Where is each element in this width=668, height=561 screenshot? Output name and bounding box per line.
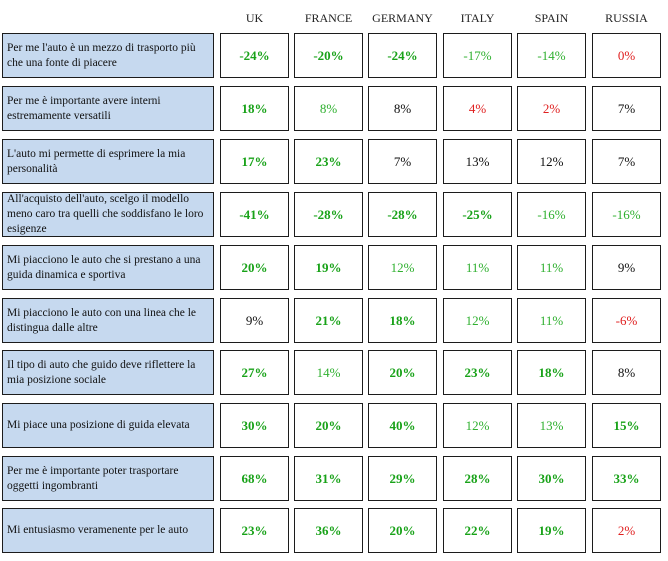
value-cell-italy: -17% — [443, 33, 512, 78]
column-header-spain: SPAIN — [534, 11, 569, 25]
row-label: Per me l'auto è un mezzo di trasporto più che una fonte di piacere — [2, 33, 214, 78]
value-cell-france: 23% — [294, 139, 363, 184]
value-cell-russia: 0% — [592, 33, 661, 78]
value-cell-uk: -41% — [220, 192, 289, 237]
value-cell-russia: 15% — [592, 403, 661, 448]
value-cell-spain: -16% — [517, 192, 586, 237]
value-cell-italy: 28% — [443, 456, 512, 501]
value-cell-germany: 20% — [368, 350, 437, 395]
value-cell-russia: 33% — [592, 456, 661, 501]
value-cell-france: 19% — [294, 245, 363, 290]
value-cell-germany: 29% — [368, 456, 437, 501]
value-cell-spain: 12% — [517, 139, 586, 184]
value-cell-russia: -16% — [592, 192, 661, 237]
value-cell-russia: 8% — [592, 350, 661, 395]
row-label: Mi entusiasmo veramenente per le auto — [2, 508, 214, 553]
row-label: Mi piace una posizione di guida elevata — [2, 403, 214, 448]
row-label: Mi piacciono le auto con una linea che le distingua dalle altre — [2, 298, 214, 343]
value-cell-italy: 12% — [443, 403, 512, 448]
row-label: L'auto mi permette di esprimere la mia personalità — [2, 139, 214, 184]
row-label: Per me è importante poter trasportare oggetti ingombranti — [2, 456, 214, 501]
column-header-germany: GERMANY — [372, 11, 433, 25]
value-cell-germany: 20% — [368, 508, 437, 553]
value-cell-germany: 7% — [368, 139, 437, 184]
value-cell-germany: 8% — [368, 86, 437, 131]
value-cell-germany: -28% — [368, 192, 437, 237]
value-cell-france: 31% — [294, 456, 363, 501]
value-cell-spain: 13% — [517, 403, 586, 448]
row-label: All'acquisto dell'auto, scelgo il modello meno caro tra quelli che soddisfano le loro esigenze — [2, 192, 214, 237]
value-cell-italy: 11% — [443, 245, 512, 290]
value-cell-spain: 19% — [517, 508, 586, 553]
value-cell-uk: 68% — [220, 456, 289, 501]
value-cell-uk: 20% — [220, 245, 289, 290]
value-cell-france: -28% — [294, 192, 363, 237]
value-cell-spain: 11% — [517, 298, 586, 343]
value-cell-italy: 12% — [443, 298, 512, 343]
value-cell-spain: 11% — [517, 245, 586, 290]
value-cell-uk: 17% — [220, 139, 289, 184]
value-cell-italy: 23% — [443, 350, 512, 395]
value-cell-uk: -24% — [220, 33, 289, 78]
row-label: Mi piacciono le auto che si prestano a una guida dinamica e sportiva — [2, 245, 214, 290]
value-cell-france: -20% — [294, 33, 363, 78]
value-cell-russia: -6% — [592, 298, 661, 343]
value-cell-spain: 18% — [517, 350, 586, 395]
value-cell-uk: 18% — [220, 86, 289, 131]
value-cell-uk: 23% — [220, 508, 289, 553]
value-cell-spain: 2% — [517, 86, 586, 131]
value-cell-germany: 40% — [368, 403, 437, 448]
value-cell-france: 36% — [294, 508, 363, 553]
value-cell-germany: 18% — [368, 298, 437, 343]
value-cell-italy: -25% — [443, 192, 512, 237]
row-label: Il tipo di auto che guido deve riflettere la mia posizione sociale — [2, 350, 214, 395]
column-header-italy: ITALY — [460, 11, 495, 25]
value-cell-russia: 2% — [592, 508, 661, 553]
value-cell-uk: 27% — [220, 350, 289, 395]
value-cell-uk: 30% — [220, 403, 289, 448]
value-cell-france: 8% — [294, 86, 363, 131]
value-cell-russia: 7% — [592, 139, 661, 184]
column-header-russia: RUSSIA — [605, 11, 648, 25]
column-header-france: FRANCE — [304, 11, 353, 25]
value-cell-france: 21% — [294, 298, 363, 343]
value-cell-germany: -24% — [368, 33, 437, 78]
value-cell-italy: 13% — [443, 139, 512, 184]
value-cell-russia: 9% — [592, 245, 661, 290]
column-header-uk: UK — [245, 11, 264, 25]
value-cell-france: 20% — [294, 403, 363, 448]
value-cell-germany: 12% — [368, 245, 437, 290]
value-cell-france: 14% — [294, 350, 363, 395]
value-cell-uk: 9% — [220, 298, 289, 343]
value-cell-italy: 22% — [443, 508, 512, 553]
row-label: Per me è importante avere interni estremamente versatili — [2, 86, 214, 131]
value-cell-spain: -14% — [517, 33, 586, 78]
value-cell-spain: 30% — [517, 456, 586, 501]
value-cell-russia: 7% — [592, 86, 661, 131]
value-cell-italy: 4% — [443, 86, 512, 131]
